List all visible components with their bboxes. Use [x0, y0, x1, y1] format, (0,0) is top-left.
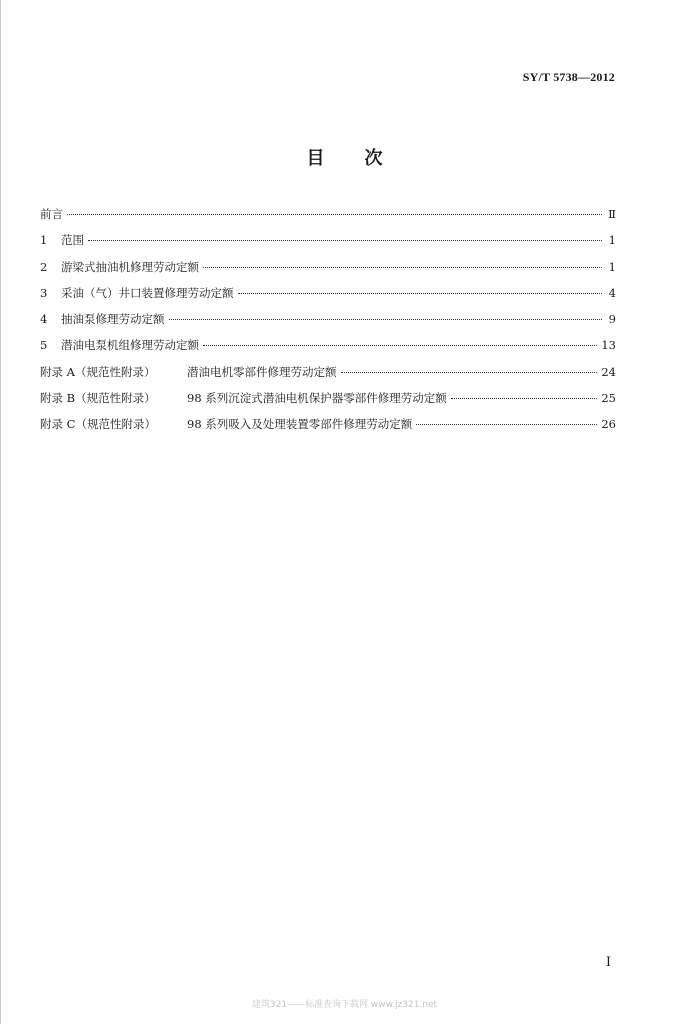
- toc-appendix-label: 附录 C（规范性附录）: [40, 417, 156, 432]
- toc-appendix-c[interactable]: [40, 416, 616, 442]
- title-char-2: 次: [364, 148, 383, 169]
- toc-entry-title: 潜油电泵机组修理劳动定额: [61, 338, 199, 353]
- toc-appendix-title: 潜油电机零部件修理劳动定额: [187, 364, 337, 379]
- toc-entry-page: 1: [608, 259, 616, 274]
- toc-entry-foreword[interactable]: [40, 206, 616, 232]
- toc-appendix-a[interactable]: [40, 364, 616, 390]
- toc-leader-dots: [203, 267, 602, 268]
- toc-entry-title: 采油（气）井口装置修理劳动定额: [61, 285, 234, 300]
- toc-entry-title: 前言: [40, 207, 63, 221]
- toc-entry-number: 2: [40, 259, 48, 274]
- toc-entry-number: 3: [40, 285, 48, 300]
- toc-entry-page: 13: [601, 338, 616, 353]
- toc-entry-number: 5: [40, 338, 48, 353]
- watermark: 建筑321——标准查询下载网 www.jz321.net: [251, 1000, 438, 1010]
- toc-appendix-page: 24: [601, 364, 616, 379]
- toc-appendix-page: 26: [601, 417, 616, 432]
- toc-leader-dots: [416, 424, 597, 425]
- toc-entry-2[interactable]: [40, 259, 616, 285]
- standard-number: SY/T 5738—2012: [522, 70, 615, 84]
- toc-appendix-title: 98 系列沉淀式潜油电机保护器零部件修理劳动定额: [187, 391, 447, 406]
- toc-entry-title: 范围: [61, 233, 84, 248]
- toc-leader-dots: [88, 240, 602, 241]
- toc-leader-dots: [67, 214, 602, 215]
- page-title: [0, 144, 689, 170]
- toc-entry-number: 4: [40, 312, 48, 327]
- toc-entry-page: Ⅱ: [608, 207, 616, 221]
- toc-entry-title: 游梁式抽油机修理劳动定额: [61, 259, 199, 274]
- toc-entry-page: 1: [608, 233, 616, 248]
- toc-entry-5[interactable]: [40, 337, 616, 363]
- toc-entry-page: 4: [608, 285, 616, 300]
- toc-leader-dots: [203, 345, 597, 346]
- toc-leader-dots: [238, 293, 603, 294]
- toc-appendix-label: 附录 B（规范性附录）: [40, 391, 156, 406]
- toc-leader-dots: [169, 319, 603, 320]
- toc-leader-dots: [341, 372, 598, 373]
- toc-entry-1[interactable]: [40, 232, 616, 258]
- toc-entry-number: 1: [40, 233, 48, 248]
- toc-appendix-label: 附录 A（规范性附录）: [40, 364, 156, 379]
- toc-appendix-page: 25: [601, 391, 616, 406]
- toc-appendix-b[interactable]: [40, 390, 616, 416]
- title-char-1: 目: [306, 148, 325, 169]
- page-number: I: [605, 955, 611, 970]
- toc-entry-title: 抽油泵修理劳动定额: [61, 312, 165, 327]
- table-of-contents: [40, 206, 616, 443]
- toc-entry-page: 9: [608, 312, 616, 327]
- toc-appendix-title: 98 系列吸入及处理装置零部件修理劳动定额: [187, 417, 413, 432]
- toc-entry-4[interactable]: [40, 311, 616, 337]
- toc-leader-dots: [451, 398, 598, 399]
- toc-entry-3[interactable]: [40, 285, 616, 311]
